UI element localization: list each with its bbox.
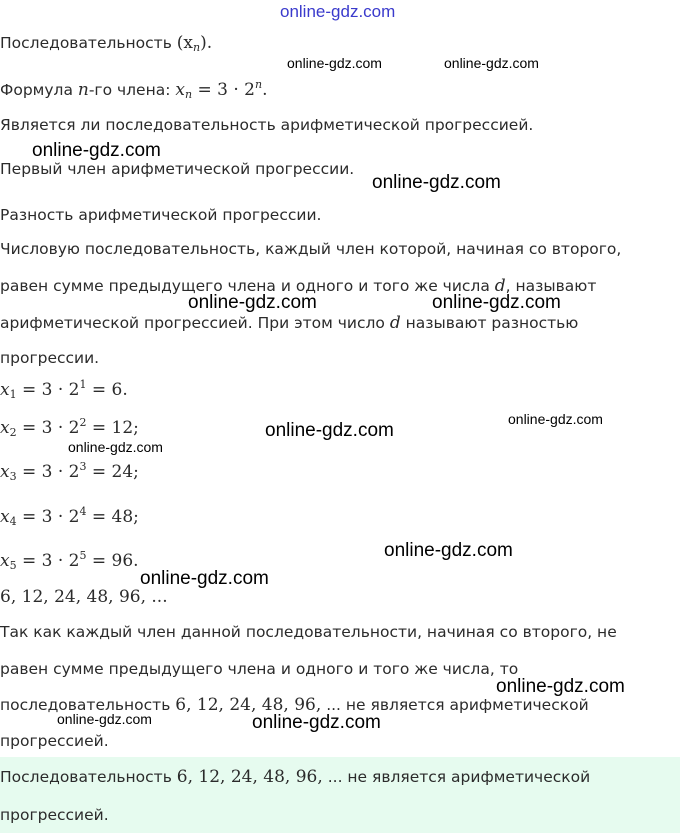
- conclusion-line-4: прогрессией.: [0, 732, 109, 750]
- answer-line-2: прогрессией.: [0, 806, 109, 824]
- sequence-title: Последовательность $(x_n)$.: [0, 33, 213, 54]
- member-1: $x_1 = 3 \cdot 2^1 = 6$.: [0, 378, 128, 401]
- sequence-values: 6, 12, 24, 48, 96, ...: [0, 587, 168, 607]
- watermark-top: online-gdz.com: [280, 2, 396, 21]
- watermark: online-gdz.com: [372, 172, 501, 193]
- definition-line-3: арифметической прогрессией. При этом число d называют разностью: [0, 313, 579, 333]
- conclusion-line-2: равен сумме предыдущего члена и одного и того же числа, то: [0, 660, 519, 678]
- watermark: online-gdz.com: [287, 55, 382, 71]
- member-2: $x_2 = 3 \cdot 2^2 = 12$;: [0, 416, 139, 439]
- difference-text: Разность арифметической прогрессии.: [0, 206, 322, 224]
- watermark: online-gdz.com: [188, 292, 317, 313]
- formula-line: Формула n-го члена: $x_n = 3 \cdot 2^n$.: [0, 78, 268, 101]
- conclusion-line-3: последовательность 6, 12, 24, 48, 96, ... не является арифметической: [0, 695, 589, 715]
- answer-line-1: Последовательность 6, 12, 24, 48, 96, ... не является арифметической: [0, 767, 591, 787]
- watermark: online-gdz.com: [496, 676, 625, 697]
- definition-line-1: Числовую последовательность, каждый член которой, начиная со второго,: [0, 240, 622, 258]
- watermark: online-gdz.com: [432, 292, 561, 313]
- definition-line-4: прогрессии.: [0, 349, 100, 367]
- member-4: $x_4 = 3 \cdot 2^4 = 48$;: [0, 505, 139, 528]
- definition-line-2: равен сумме предыдущего члена и одного и того же числа d, называют: [0, 276, 597, 296]
- watermark: online-gdz.com: [140, 568, 269, 589]
- watermark: online-gdz.com: [252, 712, 381, 733]
- conclusion-line-1: Так как каждый член данной последовательности, начиная со второго, не: [0, 623, 617, 641]
- watermark: online-gdz.com: [384, 540, 513, 561]
- watermark: online-gdz.com: [265, 420, 394, 441]
- member-5: $x_5 = 3 \cdot 2^5 = 96$.: [0, 549, 139, 572]
- watermark: online-gdz.com: [508, 411, 603, 427]
- member-3: $x_3 = 3 \cdot 2^3 = 24$;: [0, 460, 139, 483]
- question-text: Является ли последовательность арифметической прогрессией.: [0, 116, 534, 134]
- first-member-text: Первый член арифметической прогрессии.: [0, 160, 355, 178]
- watermark: online-gdz.com: [444, 55, 539, 71]
- watermark: online-gdz.com: [57, 711, 152, 727]
- watermark: online-gdz.com: [32, 140, 161, 161]
- watermark: online-gdz.com: [68, 439, 163, 455]
